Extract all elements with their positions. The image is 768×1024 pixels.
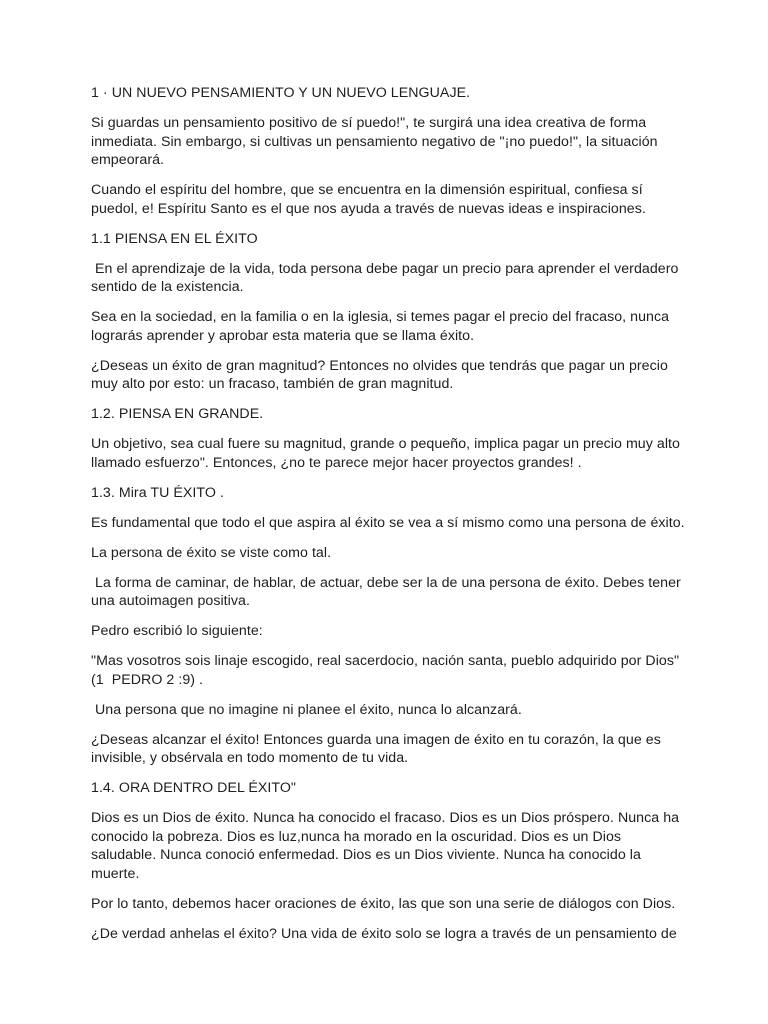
paragraph: ¿Deseas un éxito de gran magnitud? Entonces no olvides que tendrás que pagar un precio muy alto por esto: un fracaso, también de gran magnitud. [91, 357, 672, 392]
paragraph: Pedro escribió lo siguiente: [91, 623, 263, 639]
paragraph: La persona de éxito se viste como tal. [91, 544, 332, 561]
paragraph: Es fundamental que todo el que aspira al éxito se vea a sí mismo como una persona de éxito. [91, 514, 685, 531]
paragraph: Dios es un Dios de éxito. Nunca ha conocido el fracaso. Dios es un Dios próspero. Nunca ha conocido la pobreza. Dios es luz,nunca ha morado en la oscuridad. Dios es un Dios saludable. Nunca conoció enfermedad. Dios es un Dios viviente. Nunca ha conocido la muerte. [91, 810, 684, 882]
paragraph: La forma de caminar, de hablar, de actuar, debe ser la de una persona de éxito. Debes tener una autoimagen positiva. [91, 574, 685, 609]
paragraph: Si guardas un pensamiento positivo de sí puedo!", te surgirá una idea creativa de forma inmediata. Sin embargo, si cultivas un pensamiento negativo de "¡no puedo!", la situación empeorará. [91, 115, 662, 168]
paragraph: Por lo tanto, debemos hacer oraciones de éxito, las que son una serie de diálogos con Dios. [91, 895, 676, 912]
section-heading: 1.3. Mira TU ÉXITO . [91, 484, 224, 501]
section-heading: 1 · UN NUEVO PENSAMIENTO Y UN NUEVO LENGUAJE. [91, 85, 471, 101]
paragraph: ¿De verdad anhelas el éxito? Una vida de éxito solo se logra a través de un pensamiento de [91, 925, 677, 942]
paragraph: Cuando el espíritu del hombre, que se encuentra en la dimensión espiritual, confiesa sí puedol, e! Espíritu Santo es el que nos ayuda a través de nuevas ideas e inspiraciones. [91, 182, 647, 217]
section-heading: 1.1 PIENSA EN EL ÉXITO [91, 230, 258, 247]
section-heading: 1.4. ORA DENTRO DEL ÉXITO" [91, 780, 297, 796]
paragraph: Un objetivo, sea cual fuere su magnitud, grande o pequeño, implica pagar un precio muy alto llamado esfuerzo". Entonces, ¿no te parece mejor hacer proyectos grandes! . [91, 436, 684, 471]
section-heading: 1.2. PIENSA EN GRANDE. [91, 406, 264, 422]
paragraph: ¿Deseas alcanzar el éxito! Entonces guarda una imagen de éxito en tu corazón, la que es invisible, y obsérvala en todo momento de tu vida. [91, 731, 665, 766]
paragraph: Sea en la sociedad, en la familia o en la iglesia, si temes pagar el precio del fracaso, nunca lograrás aprender y aprobar esta materia que se llama éxito. [91, 309, 674, 344]
paragraph: Una persona que no imagine ni planee el éxito, nunca lo alcanzará. [91, 701, 522, 718]
bible-quote: "Mas vosotros sois linaje escogido, real sacerdocio, nación santa, pueblo adquirido por Dios" (1 PEDRO 2 :9) . [91, 653, 684, 688]
paragraph: En el aprendizaje de la vida, toda persona debe pagar un precio para aprender el verdadero sentido de la existencia. [91, 260, 683, 295]
